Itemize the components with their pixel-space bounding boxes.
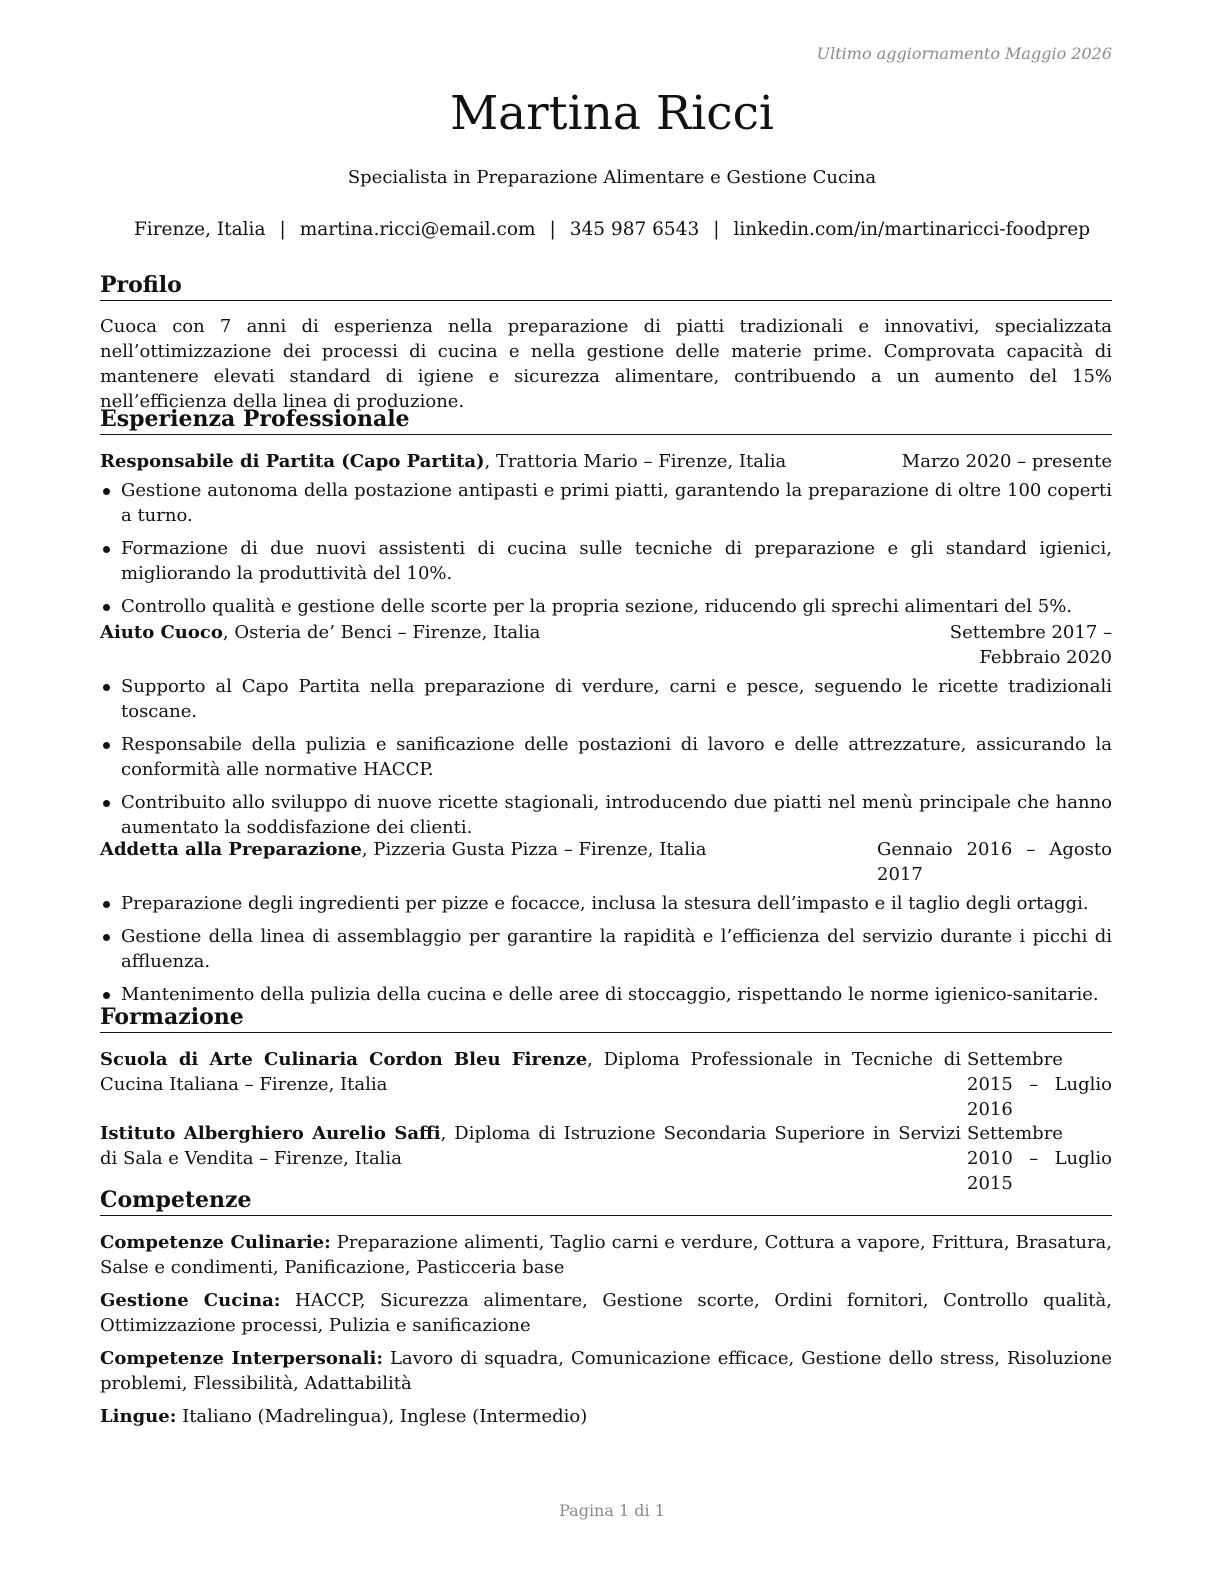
job-company: , Osteria de’ Benci – Firenze, Italia: [222, 622, 541, 643]
last-updated-note: Ultimo aggiornamento Maggio 2026: [816, 44, 1112, 63]
education-entry: [100, 1121, 1112, 1196]
contact-separator: |: [279, 219, 286, 240]
skills-list: [100, 1230, 1112, 1437]
job-entry: [100, 449, 1112, 627]
job-entry: [100, 620, 1112, 848]
list-item: Controllo qualità e gestione delle scorte per la propria sezione, riducendo gli sprechi alimentari del 5%.: [100, 594, 1112, 619]
contact-linkedin[interactable]: linkedin.com/in/martinaricci-foodprep: [733, 219, 1091, 240]
job-dates: Marzo 2020 – presente: [901, 451, 1112, 472]
section-heading-education: Formazione: [100, 1004, 1112, 1033]
list-item: Mantenimento della pulizia della cucina e delle aree di stoccaggio, rispettando le norme igienico-sanitarie.: [100, 982, 1112, 1007]
job-bullets: [100, 891, 1112, 1007]
skill-text: Italiano (Madrelingua), Inglese (Intermedio): [176, 1406, 588, 1427]
skill-row: [100, 1288, 1112, 1338]
section-heading-experience: Esperienza Professionale: [100, 406, 1112, 435]
skill-label: Competenze Interpersonali:: [100, 1348, 383, 1369]
list-item: Gestione autonoma della postazione antipasti e primi piatti, garantendo la preparazione di oltre 100 coperti a turno.: [100, 478, 1112, 528]
job-entry: [100, 837, 1112, 1015]
candidate-subtitle: Specialista in Preparazione Alimentare e Gestione Cucina: [347, 167, 877, 188]
education-detail: , Diploma di Istruzione Secondaria Superiore in Servizi di Sala e Vendita – Firenze, Italia: [100, 1123, 961, 1169]
education-title-line: [100, 1121, 967, 1171]
contact-location: Firenze, Italia: [133, 219, 266, 240]
list-item: Supporto al Capo Partita nella preparazione di verdure, carni e pesce, seguendo le ricette tradizionali toscane.: [100, 674, 1112, 724]
skill-text: Preparazione alimenti, Taglio carni e verdure, Cottura a vapore, Frittura, Brasatura, Salse e condimenti, Panificazione, Pasticceria base: [100, 1232, 1113, 1278]
education-school: Scuola di Arte Culinaria Cordon Bleu Firenze: [100, 1049, 588, 1070]
job-bullets: [100, 674, 1112, 840]
skill-label: Gestione Cucina:: [100, 1290, 281, 1311]
contact-separator: |: [713, 219, 720, 240]
section-heading-profile: Profilo: [100, 272, 1112, 301]
list-item: Formazione di due nuovi assistenti di cucina sulle tecniche di preparazione e gli standard igienici, migliorando la produttività del 10%.: [100, 536, 1112, 586]
skill-text: HACCP, Sicurezza alimentare, Gestione scorte, Ordini fornitori, Controllo qualità, Ottimizzazione processi, Pulizia e sanificazione: [100, 1290, 1112, 1336]
list-item: Contribuito allo sviluppo di nuove ricette stagionali, introducendo due piatti nel menù principale che hanno aumentato la soddisfazione dei clienti.: [100, 790, 1112, 840]
job-dates: Settembre 2017 – Febbraio 2020: [949, 622, 1112, 668]
page-number: Pagina 1 di 1: [559, 1501, 665, 1520]
education-entry: [100, 1047, 1112, 1122]
education-title-line: [100, 1047, 967, 1097]
job-bullets: [100, 478, 1112, 619]
job-title-line: [100, 449, 872, 474]
job-role: Aiuto Cuoco: [100, 622, 223, 643]
job-role: Addetta alla Preparazione: [100, 839, 362, 860]
education-dates: Settembre 2015 – Luglio 2016: [967, 1049, 1112, 1120]
contact-line: [0, 219, 1224, 240]
job-dates: Gennaio 2016 – Agosto 2017: [877, 839, 1112, 885]
contact-separator: |: [549, 219, 556, 240]
skill-row: [100, 1404, 1112, 1429]
job-title-line: [100, 620, 872, 645]
education-school: Istituto Alberghiero Aurelio Saffi: [100, 1123, 441, 1144]
skill-text: Lavoro di squadra, Comunicazione efficace, Gestione dello stress, Risoluzione problemi, Flessibilità, Adattabilità: [100, 1348, 1112, 1394]
list-item: Preparazione degli ingredienti per pizze e focacce, inclusa la stesura dell’impasto e il taglio degli ortaggi.: [100, 891, 1112, 916]
contact-email[interactable]: martina.ricci@email.com: [299, 219, 536, 240]
skill-label: Lingue:: [100, 1406, 177, 1427]
job-title-line: [100, 837, 877, 862]
job-role: Responsabile di Partita (Capo Partita): [100, 451, 485, 472]
skill-row: [100, 1230, 1112, 1280]
profile-text: Cuoca con 7 anni di esperienza nella preparazione di piatti tradizionali e innovativi, specializzata nell’ottimizzazione dei processi di cucina e nella gestione delle materie prime. Comprovata capacità di mantenere elevati standard di igiene e sicurezza alimentare, contribuendo a un aumento del 15% nell’efficienza della linea di produzione.: [100, 316, 1112, 412]
education-detail: , Diploma Professionale in Tecniche di Cucina Italiana – Firenze, Italia: [100, 1049, 962, 1095]
skill-row: [100, 1346, 1112, 1396]
candidate-name: Martina Ricci: [450, 86, 774, 141]
skill-label: Competenze Culinarie:: [100, 1232, 331, 1253]
job-company: , Trattoria Mario – Firenze, Italia: [484, 451, 787, 472]
list-item: Gestione della linea di assemblaggio per garantire la rapidità e l’efficienza del servizio durante i picchi di affluenza.: [100, 924, 1112, 974]
section-heading-skills: Competenze: [100, 1187, 1112, 1216]
education-dates: Settembre 2010 – Luglio 2015: [967, 1123, 1112, 1194]
job-company: , Pizzeria Gusta Pizza – Firenze, Italia: [361, 839, 707, 860]
contact-phone: 345 987 6543: [569, 219, 700, 240]
list-item: Responsabile della pulizia e sanificazione delle postazioni di lavoro e delle attrezzature, assicurando la conformità alle normative HACCP.: [100, 732, 1112, 782]
